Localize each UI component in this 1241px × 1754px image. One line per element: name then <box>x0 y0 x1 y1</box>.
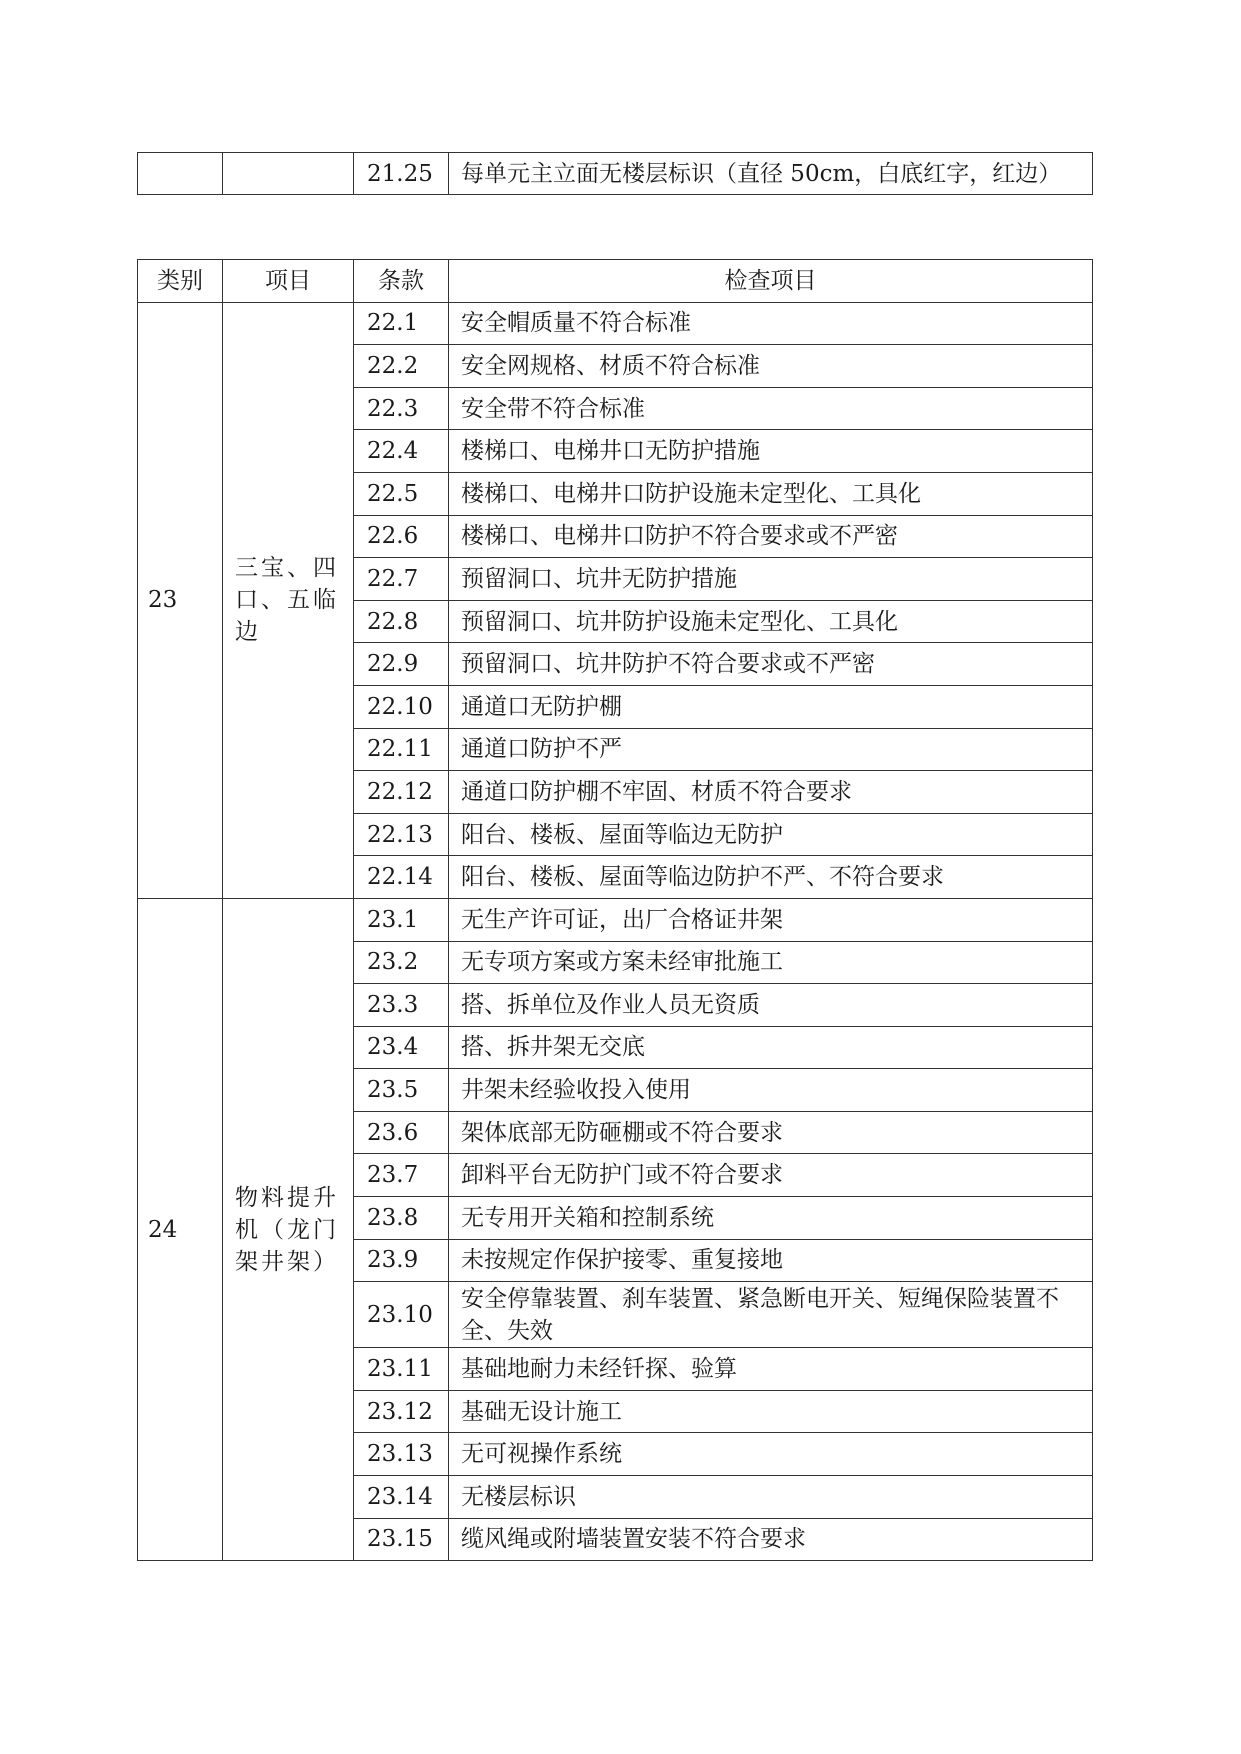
clause-cell: 23.7 <box>354 1154 449 1197</box>
check-item-cell: 无生产许可证，出厂合格证井架 <box>449 898 1093 941</box>
clause-cell: 22.13 <box>354 813 449 856</box>
check-item-cell: 安全网规格、材质不符合标准 <box>449 345 1093 388</box>
check-item-cell: 楼梯口、电梯井口无防护措施 <box>449 430 1093 473</box>
clause-cell: 23.12 <box>354 1390 449 1433</box>
check-item-cell: 搭、拆单位及作业人员无资质 <box>449 984 1093 1027</box>
clause-cell: 23.4 <box>354 1026 449 1069</box>
header-project: 项目 <box>223 260 354 303</box>
clause-cell: 23.10 <box>354 1282 449 1348</box>
project-cell <box>223 153 354 195</box>
check-item-cell: 通道口防护不严 <box>449 728 1093 771</box>
continuation-table <box>137 152 1093 195</box>
clause-cell: 23.9 <box>354 1239 449 1282</box>
header-category: 类别 <box>138 260 223 303</box>
header-check-item: 检查项目 <box>449 260 1093 303</box>
clause-cell: 23.13 <box>354 1433 449 1476</box>
table-row <box>138 153 1093 195</box>
clause-cell: 22.11 <box>354 728 449 771</box>
check-item-cell: 每单元主立面无楼层标识（直径 50cm，白底红字，红边） <box>449 153 1093 195</box>
check-item-cell: 阳台、楼板、屋面等临边防护不严、不符合要求 <box>449 856 1093 899</box>
category-cell: 24 <box>138 898 223 1560</box>
clause-cell: 22.6 <box>354 515 449 558</box>
clause-cell: 23.6 <box>354 1111 449 1154</box>
clause-cell: 22.4 <box>354 430 449 473</box>
check-item-cell: 安全带不符合标准 <box>449 387 1093 430</box>
check-item-cell: 卸料平台无防护门或不符合要求 <box>449 1154 1093 1197</box>
category-cell: 23 <box>138 302 223 898</box>
clause-cell: 23.8 <box>354 1197 449 1240</box>
check-item-cell: 通道口无防护棚 <box>449 685 1093 728</box>
clause-cell: 22.9 <box>354 643 449 686</box>
clause-cell: 22.1 <box>354 302 449 345</box>
clause-cell: 22.5 <box>354 472 449 515</box>
check-item-cell: 基础无设计施工 <box>449 1390 1093 1433</box>
check-item-cell: 预留洞口、坑井防护不符合要求或不严密 <box>449 643 1093 686</box>
clause-cell: 23.5 <box>354 1069 449 1112</box>
check-item-cell: 阳台、楼板、屋面等临边无防护 <box>449 813 1093 856</box>
clause-cell: 23.2 <box>354 941 449 984</box>
clause-cell: 23.3 <box>354 984 449 1027</box>
clause-cell: 22.2 <box>354 345 449 388</box>
clause-cell: 21.25 <box>354 153 449 195</box>
check-item-cell: 无可视操作系统 <box>449 1433 1093 1476</box>
check-item-cell: 基础地耐力未经钎探、验算 <box>449 1348 1093 1391</box>
clause-cell: 23.1 <box>354 898 449 941</box>
category-cell <box>138 153 223 195</box>
header-row <box>138 260 1093 303</box>
project-cell: 三宝、四口、五临边 <box>223 302 354 898</box>
clause-cell: 23.14 <box>354 1476 449 1519</box>
clause-cell: 22.7 <box>354 558 449 601</box>
check-item-cell: 未按规定作保护接零、重复接地 <box>449 1239 1093 1282</box>
check-item-cell: 楼梯口、电梯井口防护设施未定型化、工具化 <box>449 472 1093 515</box>
clause-cell: 22.14 <box>354 856 449 899</box>
clause-cell: 22.8 <box>354 600 449 643</box>
check-item-cell: 无专项方案或方案未经审批施工 <box>449 941 1093 984</box>
check-item-cell: 架体底部无防砸棚或不符合要求 <box>449 1111 1093 1154</box>
clause-cell: 22.10 <box>354 685 449 728</box>
header-clause: 条款 <box>354 260 449 303</box>
table-row <box>138 302 1093 345</box>
inspection-table <box>137 259 1093 1561</box>
check-item-cell: 通道口防护棚不牢固、材质不符合要求 <box>449 771 1093 814</box>
check-item-cell: 搭、拆井架无交底 <box>449 1026 1093 1069</box>
clause-cell: 23.11 <box>354 1348 449 1391</box>
check-item-cell: 安全停靠装置、刹车装置、紧急断电开关、短绳保险装置不全、失效 <box>449 1282 1093 1348</box>
check-item-cell: 井架未经验收投入使用 <box>449 1069 1093 1112</box>
project-cell: 物料提升机（龙门架井架） <box>223 898 354 1560</box>
table-row <box>138 898 1093 941</box>
clause-cell: 22.12 <box>354 771 449 814</box>
check-item-cell: 无楼层标识 <box>449 1476 1093 1519</box>
check-item-cell: 无专用开关箱和控制系统 <box>449 1197 1093 1240</box>
check-item-cell: 缆风绳或附墙装置安装不符合要求 <box>449 1518 1093 1561</box>
clause-cell: 23.15 <box>354 1518 449 1561</box>
check-item-cell: 预留洞口、坑井防护设施未定型化、工具化 <box>449 600 1093 643</box>
check-item-cell: 预留洞口、坑井无防护措施 <box>449 558 1093 601</box>
check-item-cell: 楼梯口、电梯井口防护不符合要求或不严密 <box>449 515 1093 558</box>
check-item-cell: 安全帽质量不符合标准 <box>449 302 1093 345</box>
clause-cell: 22.3 <box>354 387 449 430</box>
